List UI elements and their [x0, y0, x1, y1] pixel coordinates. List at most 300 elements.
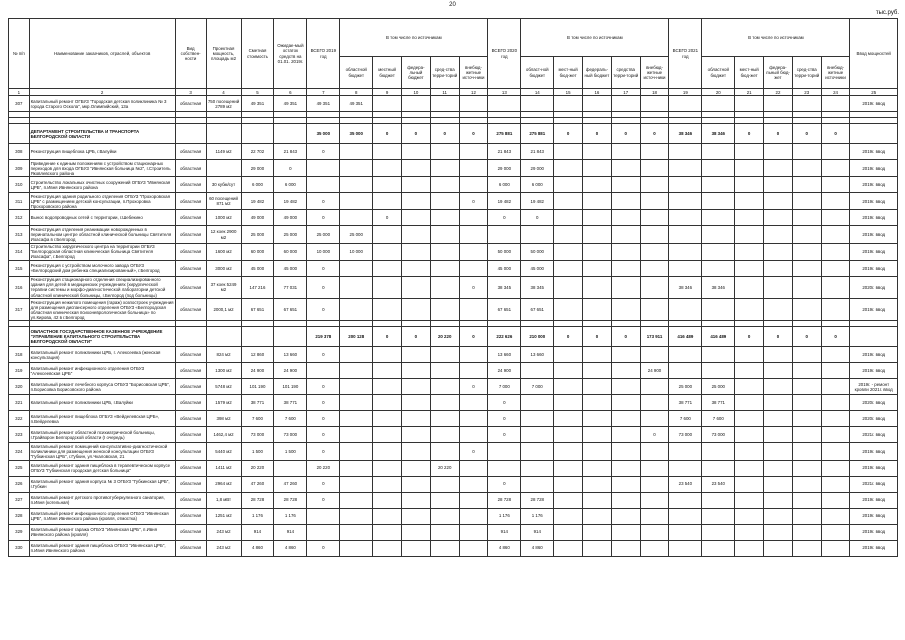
table-row	[9, 347, 898, 363]
table-cell: 1 176	[274, 508, 307, 524]
table-cell	[373, 379, 402, 395]
table-cell	[401, 395, 430, 411]
table-cell	[792, 508, 821, 524]
table-row	[9, 160, 898, 177]
table-cell	[735, 524, 764, 540]
row-number-cell: 322	[9, 411, 30, 427]
table-cell: 2019г. - ремонт кровли 2021г. ввод	[850, 379, 898, 395]
table-cell	[821, 395, 850, 411]
header-sources-2019: В том числе по источникам	[340, 19, 488, 57]
section-row	[9, 124, 898, 144]
table-cell	[611, 160, 640, 177]
table-cell	[373, 193, 402, 210]
table-cell	[373, 411, 402, 427]
table-cell: 13 660	[521, 347, 554, 363]
table-cell: 73 000	[241, 427, 274, 443]
table-cell	[792, 443, 821, 460]
table-cell: 2019г. ввод	[850, 193, 898, 210]
table-cell: областная	[175, 363, 206, 379]
table-cell: 21 843	[521, 144, 554, 160]
table-cell	[735, 395, 764, 411]
table-cell	[175, 124, 206, 144]
table-cell: 29 000	[521, 160, 554, 177]
table-cell	[702, 177, 735, 193]
header-total-2020: ВСЕГО 2020 год	[488, 19, 521, 89]
table-cell	[764, 193, 793, 210]
row-number-cell	[9, 327, 30, 347]
table-cell: 200 128	[340, 327, 373, 347]
table-cell	[554, 276, 583, 298]
table-cell	[401, 492, 430, 508]
table-cell: областная	[175, 96, 206, 112]
table-cell	[430, 524, 459, 540]
table-cell	[373, 260, 402, 276]
table-cell: 38 346	[669, 276, 702, 298]
table-cell: 0	[307, 193, 340, 210]
table-cell: областная	[175, 427, 206, 443]
table-cell: 2019г. ввод	[850, 299, 898, 321]
column-number: 24	[821, 89, 850, 96]
table-cell: областная	[175, 226, 206, 243]
table-cell	[430, 177, 459, 193]
header-src-regional: областной бюджет	[702, 57, 735, 89]
table-row	[9, 508, 898, 524]
table-cell	[669, 347, 702, 363]
name-cell: Строительство хирургического центра на территории ОГБУЗ "Белгородская областная клиническая больница Святителя Иоасафа", г.Белгород	[29, 243, 175, 260]
table-cell: 1300 м2	[206, 363, 241, 379]
name-cell: Капитальный ремонт детского противотуберкулезного санатория, п.Ивня (котельная)	[29, 492, 175, 508]
column-number: 7	[307, 89, 340, 96]
table-cell	[764, 508, 793, 524]
table-cell: областная	[175, 379, 206, 395]
table-cell: 25 000	[702, 379, 735, 395]
name-cell: Капитальный ремонт поликлиники ЦРБ, г. Алексеевка (женская консультация)	[29, 347, 175, 363]
table-cell	[241, 124, 274, 144]
table-cell: 824 м2	[206, 347, 241, 363]
table-cell	[640, 193, 669, 210]
table-cell: 1600 м2	[206, 243, 241, 260]
table-cell	[764, 226, 793, 243]
table-cell: 3000 м2	[206, 260, 241, 276]
table-cell	[735, 460, 764, 476]
table-cell	[611, 443, 640, 460]
table-cell	[640, 540, 669, 556]
table-cell: 4 860	[521, 540, 554, 556]
table-cell: 1 176	[488, 508, 521, 524]
table-row	[9, 524, 898, 540]
table-cell	[373, 160, 402, 177]
table-cell: 45 000	[241, 260, 274, 276]
table-cell: 2019г. ввод	[850, 460, 898, 476]
table-cell: 4 860	[488, 540, 521, 556]
name-cell: Реконструкция здания родильного отделения ОГБУЗ "Прохоровская ЦРБ" с размещением детской консультации, п.Прохоровка Прохоровского района	[29, 193, 175, 210]
table-cell	[430, 96, 459, 112]
table-cell: 0	[792, 327, 821, 347]
table-cell	[430, 427, 459, 443]
table-cell	[554, 260, 583, 276]
table-cell	[401, 540, 430, 556]
table-cell: 2019г. ввод	[850, 492, 898, 508]
name-cell: Капитальный ремонт пищеблока ОГБУЗ «Вейделевская ЦРБ», п.Вейделевка	[29, 411, 175, 427]
table-cell	[735, 476, 764, 492]
table-cell: 101 190	[241, 379, 274, 395]
table-cell: 38 771	[241, 395, 274, 411]
table-cell	[764, 96, 793, 112]
table-cell	[735, 260, 764, 276]
table-cell: 4 860	[274, 540, 307, 556]
table-cell	[669, 226, 702, 243]
table-cell: 25 000	[340, 226, 373, 243]
column-number: 12	[459, 89, 488, 96]
table-cell: 0	[554, 327, 583, 347]
table-cell: 0	[401, 124, 430, 144]
table-cell	[430, 363, 459, 379]
table-cell	[640, 347, 669, 363]
table-cell	[735, 443, 764, 460]
table-cell: 0	[459, 193, 488, 210]
table-cell	[792, 260, 821, 276]
table-cell: 2020г. ввод	[850, 395, 898, 411]
table-cell: 37 коек 5249 м2	[206, 276, 241, 298]
table-cell	[373, 460, 402, 476]
table-cell: 35 000	[340, 124, 373, 144]
table-cell: областная	[175, 276, 206, 298]
table-cell: областная	[175, 395, 206, 411]
table-cell: 0	[735, 124, 764, 144]
table-cell: 19 482	[241, 193, 274, 210]
table-cell: 173 911	[640, 327, 669, 347]
table-cell	[459, 260, 488, 276]
table-cell: 2019г. ввод	[850, 524, 898, 540]
table-row	[9, 443, 898, 460]
table-cell: 0	[583, 327, 612, 347]
table-cell	[373, 96, 402, 112]
table-cell	[821, 540, 850, 556]
name-cell: Реконструкция пищеблока ЦРБ, г.Валуйки	[29, 144, 175, 160]
table-row	[9, 492, 898, 508]
table-cell	[583, 276, 612, 298]
name-cell: Капитальный ремонт гаража ОГБУЗ "Ивнянская ЦРБ", п.Ивня Ивнянского района (кровля)	[29, 524, 175, 540]
column-number: 17	[611, 89, 640, 96]
table-cell	[307, 524, 340, 540]
table-cell: 25 000	[274, 226, 307, 243]
table-cell	[821, 427, 850, 443]
table-cell	[702, 243, 735, 260]
table-cell: 38 345	[488, 276, 521, 298]
table-cell: 0	[373, 124, 402, 144]
table-cell	[401, 524, 430, 540]
name-cell: Капитальный ремонт инфекционного отделения ОГБУЗ "Ивнянская ЦРБ", п.Ивня Ивнянского района (кровля, отмостка)	[29, 508, 175, 524]
table-cell	[702, 524, 735, 540]
table-cell	[611, 243, 640, 260]
header-src-territorial: сред-ства терри-торий	[792, 57, 821, 89]
table-cell	[554, 160, 583, 177]
table-cell	[764, 411, 793, 427]
table-cell	[702, 347, 735, 363]
row-number-cell: 318	[9, 347, 30, 363]
table-cell	[373, 276, 402, 298]
column-number: 6	[274, 89, 307, 96]
table-cell	[340, 427, 373, 443]
name-cell: Вынос водопроводных сетей с территории, г.Шебекино	[29, 210, 175, 226]
name-cell: Капитальный ремонт здания корпуса № 3 ОГБУЗ "Губкинская ЦРБ", г.Губкин	[29, 476, 175, 492]
table-cell	[373, 347, 402, 363]
table-cell: 49 351	[340, 96, 373, 112]
table-cell: 914	[521, 524, 554, 540]
table-cell	[401, 160, 430, 177]
table-cell	[640, 160, 669, 177]
table-cell	[340, 363, 373, 379]
table-cell	[735, 299, 764, 321]
table-cell: 0	[554, 124, 583, 144]
table-cell	[554, 395, 583, 411]
table-cell: 2019г. ввод	[850, 160, 898, 177]
table-cell	[340, 460, 373, 476]
table-cell: 0	[307, 411, 340, 427]
table-cell: областная	[175, 243, 206, 260]
table-row	[9, 476, 898, 492]
table-cell: 0	[640, 427, 669, 443]
table-cell	[821, 299, 850, 321]
table-cell	[401, 193, 430, 210]
table-cell: 0	[764, 124, 793, 144]
table-cell: 2021г. ввод	[850, 427, 898, 443]
column-number: 14	[521, 89, 554, 96]
table-cell	[521, 427, 554, 443]
table-cell: 10 000	[340, 243, 373, 260]
table-cell	[792, 160, 821, 177]
table-cell	[764, 144, 793, 160]
table-cell: 147 216	[241, 276, 274, 298]
table-cell: 23 540	[669, 476, 702, 492]
table-cell: 60 000	[241, 243, 274, 260]
table-cell: 24 900	[640, 363, 669, 379]
table-cell: 6 000	[488, 177, 521, 193]
table-cell: 0	[307, 210, 340, 226]
table-cell	[430, 411, 459, 427]
table-cell: 73 000	[274, 427, 307, 443]
table-cell: 12 коек 2900 м2	[206, 226, 241, 243]
table-cell	[702, 260, 735, 276]
table-cell	[611, 210, 640, 226]
table-cell: 0	[488, 427, 521, 443]
column-number: 18	[640, 89, 669, 96]
header-sources-2021: В том числе по источникам	[702, 19, 850, 57]
table-cell: 24 900	[274, 363, 307, 379]
table-cell: 1579 м2	[206, 395, 241, 411]
table-cell: 0	[307, 379, 340, 395]
table-cell	[792, 276, 821, 298]
table-cell	[521, 443, 554, 460]
table-cell	[430, 276, 459, 298]
table-cell: 47 260	[241, 476, 274, 492]
table-cell	[459, 460, 488, 476]
table-cell	[554, 427, 583, 443]
table-cell	[640, 460, 669, 476]
table-cell	[735, 508, 764, 524]
table-cell	[554, 460, 583, 476]
table-cell	[583, 96, 612, 112]
table-cell: 49 351	[241, 96, 274, 112]
table-cell	[340, 193, 373, 210]
table-row	[9, 460, 898, 476]
table-cell	[274, 460, 307, 476]
table-cell: 1149 м2	[206, 144, 241, 160]
table-cell: 50 000	[521, 243, 554, 260]
table-cell	[583, 210, 612, 226]
table-cell	[735, 427, 764, 443]
table-cell: 6 000	[241, 177, 274, 193]
header-expected-remainder: Ожидае-мый остаток средств на 01.01. 2019г.	[274, 19, 307, 89]
table-cell: 60 000	[274, 243, 307, 260]
table-cell	[583, 363, 612, 379]
table-cell: 2019г. ввод	[850, 243, 898, 260]
table-cell	[459, 476, 488, 492]
table-cell	[735, 492, 764, 508]
table-cell	[640, 226, 669, 243]
table-cell: 35 000	[307, 124, 340, 144]
table-cell	[669, 443, 702, 460]
table-cell	[430, 347, 459, 363]
table-cell	[430, 299, 459, 321]
table-cell	[430, 540, 459, 556]
header-total-2021: ВСЕГО 2021 год	[669, 19, 702, 89]
table-cell: 7 600	[702, 411, 735, 427]
table-cell	[764, 210, 793, 226]
table-cell	[175, 327, 206, 347]
table-cell	[764, 243, 793, 260]
table-cell: 20 220	[430, 327, 459, 347]
table-cell	[821, 226, 850, 243]
table-cell: 29 000	[488, 160, 521, 177]
table-cell: 0	[821, 327, 850, 347]
table-cell	[640, 210, 669, 226]
table-row	[9, 363, 898, 379]
table-cell: 0	[521, 210, 554, 226]
table-cell: 0	[821, 124, 850, 144]
table-cell	[401, 379, 430, 395]
table-cell: 38 771	[274, 395, 307, 411]
table-cell: 28 728	[521, 492, 554, 508]
table-cell: 1251 м2	[206, 508, 241, 524]
table-cell	[554, 96, 583, 112]
header-name: Наименование заказчиков, отраслей, объектов	[29, 19, 175, 89]
table-cell: 19 482	[274, 193, 307, 210]
table-cell	[340, 144, 373, 160]
table-cell	[459, 160, 488, 177]
table-row	[9, 379, 898, 395]
column-number: 3	[175, 89, 206, 96]
table-cell: 22 702	[241, 144, 274, 160]
column-number: 21	[735, 89, 764, 96]
table-cell: 5748 м2	[206, 379, 241, 395]
table-cell	[401, 299, 430, 321]
row-number-cell: 312	[9, 210, 30, 226]
table-cell: 2019г. ввод	[850, 96, 898, 112]
table-cell	[401, 96, 430, 112]
table-cell	[669, 243, 702, 260]
table-cell: 73 000	[669, 427, 702, 443]
table-cell	[821, 476, 850, 492]
table-cell	[821, 177, 850, 193]
column-number: 5	[241, 89, 274, 96]
table-cell: 29 000	[241, 160, 274, 177]
table-cell	[821, 443, 850, 460]
table-cell: 1 176	[521, 508, 554, 524]
table-cell: 6 000	[274, 177, 307, 193]
table-cell	[554, 524, 583, 540]
table-cell	[430, 443, 459, 460]
table-cell	[521, 363, 554, 379]
row-number-cell	[9, 124, 30, 144]
table-cell: 2019г. ввод	[850, 508, 898, 524]
table-cell	[702, 492, 735, 508]
table-cell	[792, 540, 821, 556]
table-cell	[583, 243, 612, 260]
name-cell: Капитальный ремонт поликлиники ЦРБ, г.Валуйки	[29, 395, 175, 411]
table-cell: областная	[175, 492, 206, 508]
table-cell	[554, 411, 583, 427]
table-cell	[340, 177, 373, 193]
table-cell	[401, 411, 430, 427]
header-total-2019: ВСЕГО 2019 год	[307, 19, 340, 89]
row-number-cell: 325	[9, 460, 30, 476]
table-cell	[206, 327, 241, 347]
table-cell: 7 600	[669, 411, 702, 427]
table-cell	[583, 144, 612, 160]
table-cell: областная	[175, 299, 206, 321]
table-cell	[611, 260, 640, 276]
table-cell	[401, 460, 430, 476]
table-cell: областная	[175, 411, 206, 427]
table-cell	[792, 96, 821, 112]
table-cell: областная	[175, 210, 206, 226]
table-cell: 1 176	[241, 508, 274, 524]
table-cell	[611, 395, 640, 411]
table-cell	[430, 160, 459, 177]
table-cell	[401, 210, 430, 226]
table-cell: 398 м2	[206, 411, 241, 427]
table-cell	[373, 395, 402, 411]
name-cell: ОБЛАСТНОЕ ГОСУДАРСТВЕННОЕ КАЗЕННОЕ УЧРЕЖДЕНИЕ "УПРАВЛЕНИЕ КАПИТАЛЬНОГО СТРОИТЕЛЬСТВА БЕЛГОРОДСКОЙ ОБЛАСТИ"	[29, 327, 175, 347]
table-cell: 2019г. ввод	[850, 347, 898, 363]
table-cell: 914	[488, 524, 521, 540]
table-cell	[764, 363, 793, 379]
table-cell	[459, 347, 488, 363]
table-cell	[340, 260, 373, 276]
table-cell	[430, 476, 459, 492]
row-number-cell: 315	[9, 260, 30, 276]
name-cell: Капитальный ремонт помещений консультативно-диагностической поликлиники для размещения женской консультации ОГБУЗ "Губкинская ЦРБ", г.Губкин, ул.Чкаловская, 21	[29, 443, 175, 460]
table-cell	[554, 144, 583, 160]
table-cell	[340, 210, 373, 226]
table-cell: 25 000	[241, 226, 274, 243]
table-cell	[554, 476, 583, 492]
table-cell: 0	[307, 443, 340, 460]
table-cell: 0	[430, 124, 459, 144]
table-cell	[554, 508, 583, 524]
table-cell	[373, 427, 402, 443]
table-cell: 0	[307, 276, 340, 298]
table-cell: 4 860	[241, 540, 274, 556]
table-cell	[640, 276, 669, 298]
table-cell: 45 000	[274, 260, 307, 276]
table-cell	[640, 395, 669, 411]
column-number: 22	[764, 89, 793, 96]
table-cell	[669, 193, 702, 210]
table-cell: 0	[307, 260, 340, 276]
table-cell: 13 660	[488, 347, 521, 363]
